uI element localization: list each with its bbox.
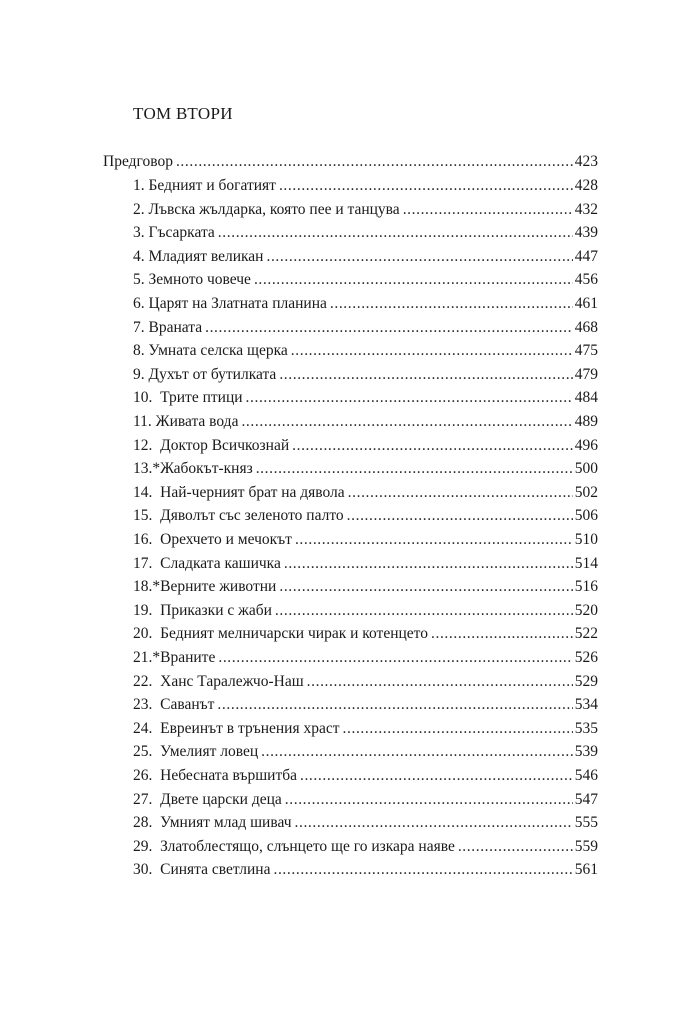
toc-leader-dots bbox=[292, 436, 573, 456]
toc-entry bbox=[133, 388, 598, 408]
toc-leader-dots bbox=[403, 200, 573, 220]
toc-leader-dots bbox=[241, 412, 572, 432]
toc-leader-dots bbox=[330, 294, 573, 314]
toc-entry-label: 18.*Верните животни bbox=[133, 578, 277, 596]
toc-leader-dots bbox=[205, 318, 573, 338]
toc-entry-page: 529 bbox=[574, 672, 598, 690]
page-title: ТОМ ВТОРИ bbox=[133, 104, 233, 123]
toc-entry bbox=[133, 766, 598, 786]
toc-entry-label: 19. Приказки с жаби bbox=[133, 601, 272, 619]
toc-leader-dots bbox=[348, 483, 573, 503]
toc-leader-dots bbox=[279, 176, 573, 196]
toc-entry-label: 26. Небесната вършитба bbox=[133, 767, 297, 784]
toc-entry-page: 539 bbox=[574, 743, 598, 761]
toc-entry-label: 1. Бедният и богатият bbox=[133, 177, 276, 194]
toc-leader-dots bbox=[273, 860, 572, 880]
toc-leader-dots bbox=[300, 766, 573, 786]
toc-entry-label: 21.*Враните bbox=[133, 649, 216, 666]
toc-leader-dots bbox=[285, 790, 573, 810]
toc-entry-page: 547 bbox=[574, 790, 598, 808]
toc-entry-label: 11. Живата вода bbox=[133, 413, 239, 430]
toc-entry-label: 16. Орехчето и мечокът bbox=[133, 531, 292, 548]
toc-entry bbox=[133, 270, 598, 290]
toc-entry-page: 468 bbox=[574, 318, 598, 336]
toc-leader-dots bbox=[275, 601, 573, 621]
toc-leader-dots bbox=[279, 365, 572, 385]
toc-entry-page: 461 bbox=[574, 295, 598, 312]
toc-entry-page: 423 bbox=[574, 153, 598, 170]
toc-entry-page: 561 bbox=[574, 861, 598, 879]
toc-leader-dots bbox=[218, 648, 572, 668]
toc-entry bbox=[133, 365, 598, 385]
toc-entry bbox=[133, 341, 598, 361]
toc-entry-label: 8. Умната селска щерка bbox=[133, 342, 288, 360]
toc-entry-preface bbox=[103, 152, 598, 172]
toc-entry-page: 534 bbox=[574, 696, 598, 714]
toc-entry-page: 506 bbox=[574, 507, 598, 525]
toc-leader-dots bbox=[295, 813, 573, 833]
toc-entry-label: 27. Двете царски деца bbox=[133, 790, 282, 808]
toc-entry-page: 479 bbox=[574, 365, 598, 383]
toc-leader-dots bbox=[347, 506, 573, 526]
toc-entry bbox=[133, 318, 598, 338]
toc-entry-label: 22. Ханс Таралежчо-Наш bbox=[133, 672, 304, 690]
toc-entry-label: 9. Духът от бутилката bbox=[133, 365, 277, 383]
toc-entry bbox=[133, 837, 598, 857]
toc-leader-dots bbox=[254, 270, 573, 290]
toc-leader-dots bbox=[458, 837, 573, 857]
toc-entry bbox=[133, 506, 598, 526]
toc-entry-label: 12. Доктор Всичкознай bbox=[133, 436, 290, 454]
toc-entry bbox=[133, 483, 598, 503]
toc-entry-page: 526 bbox=[574, 649, 598, 666]
toc-leader-dots bbox=[218, 223, 573, 243]
toc-leader-dots bbox=[266, 247, 572, 267]
toc-entry-label: 25. Умелият ловец bbox=[133, 743, 259, 761]
toc-entry-page: 514 bbox=[574, 554, 598, 572]
toc-leader-dots bbox=[279, 577, 572, 597]
toc-entry bbox=[133, 790, 598, 810]
toc-entry bbox=[133, 436, 598, 456]
toc-entry bbox=[133, 742, 598, 762]
toc-leader-dots bbox=[307, 672, 573, 692]
toc-entry-page: 428 bbox=[574, 177, 598, 194]
toc-entry-label: 23. Саванът bbox=[133, 696, 215, 714]
toc-entry bbox=[133, 577, 598, 597]
toc-entry bbox=[133, 554, 598, 574]
toc-leader-dots bbox=[246, 388, 573, 408]
toc-entry bbox=[133, 530, 598, 550]
toc-entry bbox=[133, 624, 598, 644]
toc-entry-page: 522 bbox=[574, 625, 598, 643]
toc-entry-page: 546 bbox=[574, 767, 598, 784]
toc-entry-label: 17. Сладката кашичка bbox=[133, 554, 281, 572]
toc-entry-page: 559 bbox=[574, 837, 598, 855]
toc-entry bbox=[133, 176, 598, 196]
toc-leader-dots bbox=[176, 152, 573, 172]
toc-entry bbox=[133, 719, 598, 739]
toc-entry bbox=[133, 223, 598, 243]
toc-entry-label: 15. Дяволът със зеленото палто bbox=[133, 507, 344, 525]
toc-entry bbox=[133, 813, 598, 833]
toc-entry-page: 502 bbox=[574, 483, 598, 501]
toc-entry-page: 535 bbox=[574, 719, 598, 737]
toc-entry-label: 10. Трите птици bbox=[133, 389, 243, 407]
toc-leader-dots bbox=[295, 530, 573, 550]
toc-entry-label: 5. Земното човече bbox=[133, 271, 251, 289]
toc-entry bbox=[133, 860, 598, 880]
toc-entry-page: 500 bbox=[574, 460, 598, 478]
toc-entry-page: 439 bbox=[574, 224, 598, 242]
toc-entry-label: 29. Златоблестящо, слънцето ще го изкара наяве bbox=[133, 837, 455, 855]
toc-entry-label: 14. Най-черният брат на дявола bbox=[133, 483, 345, 501]
toc-entry-label: 30. Синята светлина bbox=[133, 861, 271, 879]
toc-entry bbox=[133, 412, 598, 432]
toc-entry-label: 4. Младият великан bbox=[133, 247, 264, 265]
toc-leader-dots bbox=[256, 459, 573, 479]
toc-leader-dots bbox=[431, 624, 573, 644]
toc-entry-label: 6. Царят на Златната планина bbox=[133, 295, 327, 312]
toc-entry-page: 520 bbox=[574, 601, 598, 619]
toc-entry-page: 496 bbox=[574, 436, 598, 454]
toc-leader-dots bbox=[261, 742, 573, 762]
toc-entry-page: 456 bbox=[574, 271, 598, 289]
toc-entry-label: 3. Гъсарката bbox=[133, 224, 215, 242]
toc-entry-label: 28. Умният млад шивач bbox=[133, 814, 292, 832]
toc-leader-dots bbox=[284, 554, 573, 574]
toc-entry-label: Предговор bbox=[103, 153, 173, 170]
toc-entry bbox=[133, 648, 598, 668]
toc-leader-dots bbox=[291, 341, 573, 361]
toc-entry-page: 510 bbox=[574, 531, 598, 548]
toc-entry-page: 432 bbox=[574, 200, 598, 218]
toc-entry-page: 484 bbox=[574, 389, 598, 407]
toc-leader-dots bbox=[217, 695, 572, 715]
toc-leader-dots bbox=[343, 719, 573, 739]
toc-entry-page: 555 bbox=[574, 814, 598, 832]
toc-entry bbox=[133, 459, 598, 479]
toc-entry bbox=[133, 200, 598, 220]
toc-entry-label: 20. Бедният мелничарски чирак и котенцето bbox=[133, 625, 428, 643]
toc-entry bbox=[133, 601, 598, 621]
toc-entry-label: 13.*Жабокът-княз bbox=[133, 460, 253, 478]
toc-entry-page: 489 bbox=[574, 413, 598, 430]
toc-entry-label: 24. Евреинът в трънения храст bbox=[133, 719, 340, 737]
toc-entry-page: 516 bbox=[574, 578, 598, 596]
toc-entry-label: 2. Лъвска жълдарка, която пее и танцува bbox=[133, 200, 400, 218]
toc-entry-label: 7. Враната bbox=[133, 318, 203, 336]
toc-entry bbox=[133, 294, 598, 314]
toc-entry bbox=[133, 247, 598, 267]
toc-entry-page: 475 bbox=[574, 342, 598, 360]
toc-entry bbox=[133, 672, 598, 692]
toc-entry-page: 447 bbox=[574, 247, 598, 265]
toc-entry bbox=[133, 695, 598, 715]
